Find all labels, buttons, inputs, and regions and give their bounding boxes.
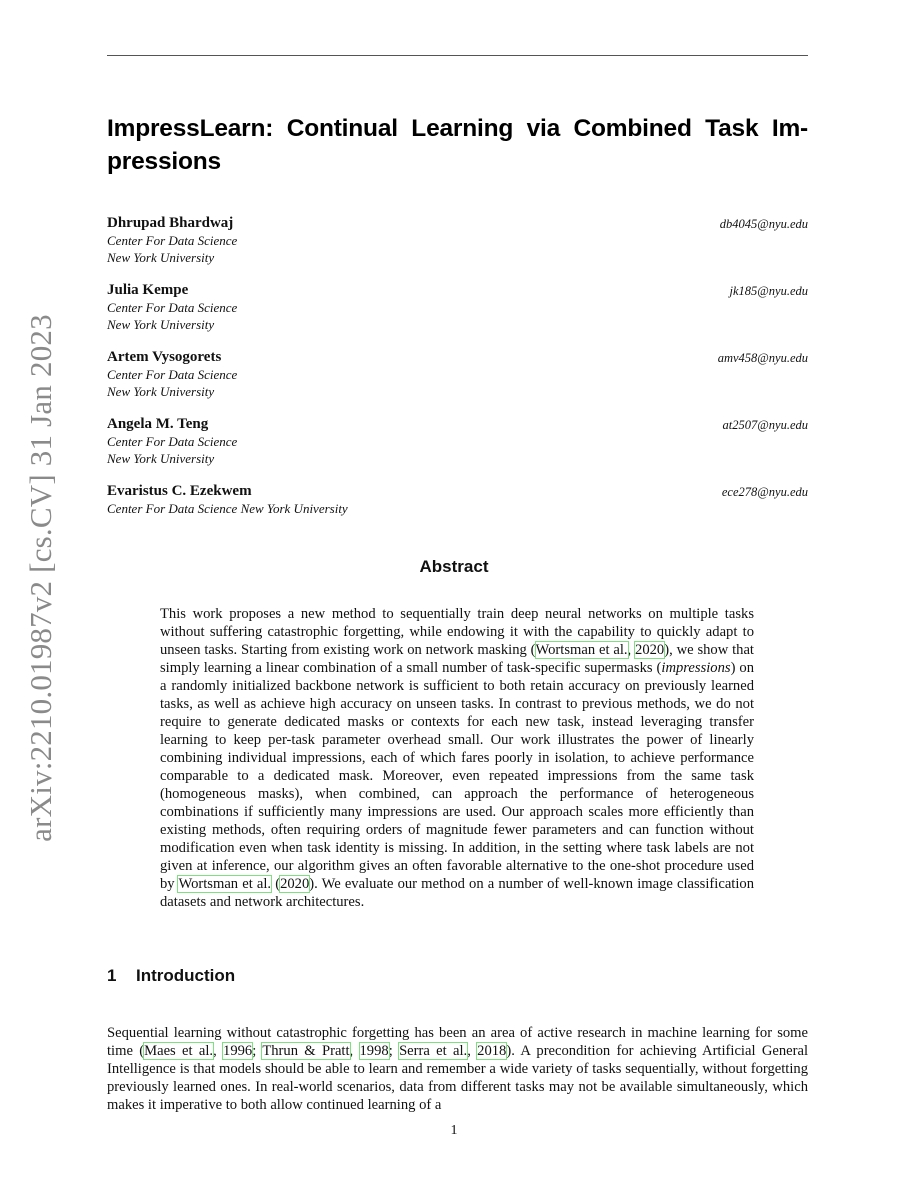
author-name: Dhrupad Bhardwaj [107,215,234,231]
abstract-text-segment: ) on a randomly initialized backbone network is sufficient to both retain accuracy on previously learned tasks, as well as achieve high accuracy on unseen tasks. In contrast to previous methods, we do not require to generate dedicated masks or contexts for each new task, instead leveraging transfer learning to keep per-task parameter overhead small. Our work illustrates the power of linearly combining individual impressions, each of which fares poorly in isolation, to achieve performance comparable to a dedicated mask. Moreover, even repeated impressions from the same task (homogeneous masks), when combined, can approach the performance of heterogeneous combinations if sufficiently many impressions are used. Our approach scales more efficiently than existing methods, often requiring orders of magnitude fewer parameters and can function without modification even when task identity is missing. In addition, in the setting where task labels are not given at inference, our algorithm gives an often favorable alternative to the one-shot procedure used by [160,660,755,892]
abstract-text-segment: ), we show that simply learning a linear combination of a small number of task-specific supermasks ( [160,642,754,676]
citation-link[interactable]: Maes et al. [144,1043,214,1059]
author-email[interactable]: jk185@nyu.edu [729,284,808,298]
author-block [107,282,808,333]
author-block [107,349,808,400]
citation-link[interactable]: Wortsman et al. [535,642,628,658]
author-block [107,215,808,266]
author-affiliation: New York University [107,384,215,399]
author-affiliation: New York University [107,317,215,332]
author-affiliation: Center For Data Science [107,300,238,315]
author-affiliation: Center For Data Science New York University [107,501,348,516]
abstract-heading: Abstract [419,557,489,576]
author-name: Angela M. Teng [107,416,209,432]
intro-text-segment: ). A precondition for achieving Artificial General Intelligence is that models should be able to learn and remember a wide variety of tasks sequentially, without forgetting previously learned ones. In real-world scenarios, data from different tasks may not be available simultaneously, which makes it imperative to both allow continued learning of a [107,1043,809,1113]
citation-link[interactable]: 1996 [223,1043,253,1059]
paper-title [107,112,808,178]
intro-text-segment: Sequential learning without catastrophic forgetting has been an area of active research in machine learning for some time ( [107,1025,808,1059]
author-block [107,416,808,467]
intro-text-segment: ; [252,1043,263,1059]
paper-title-line-2: pressions [107,148,221,175]
author-block [107,483,808,517]
citation-link[interactable]: Wortsman et al. [178,876,272,892]
abstract-text-segment: This work proposes a new method to sequentially train deep neural networks on multiple tasks without suffering catastrophic forgetting, while endowing it with the capability to quickly adapt to unseen tasks. Starting from existing work on network masking ( [160,606,754,658]
header-rule [107,55,808,56]
abstract-text-segment: , [627,642,636,658]
intro-text-segment: , [467,1043,478,1059]
abstract-text [160,605,754,911]
author-email[interactable]: db4045@nyu.edu [719,217,808,231]
author-affiliation: New York University [107,451,215,466]
introduction-text [107,1024,808,1114]
citation-link[interactable]: 2018 [477,1043,507,1059]
author-affiliation: New York University [107,250,215,265]
author-affiliation: Center For Data Science [107,233,238,248]
author-name: Artem Vysogorets [107,349,222,365]
intro-text-segment: , [349,1043,360,1059]
abstract-emphasis: impressions [661,660,731,676]
citation-link[interactable]: 2020 [280,876,310,892]
arxiv-identifier-stamp: arXiv:2210.01987v2 [cs.CV] 31 Jan 2023 [23,314,58,842]
author-email[interactable]: ece278@nyu.edu [721,485,808,499]
author-email[interactable]: amv458@nyu.edu [717,351,808,365]
section-number: 1 [107,966,117,985]
author-affiliation: Center For Data Science [107,367,238,382]
paper-title-line-1: ImpressLearn: Continual Learning via Combined Task Im- [107,115,808,142]
citation-link[interactable]: 1998 [359,1043,389,1059]
section-title: Introduction [136,966,236,985]
abstract-text-segment: ). We evaluate our method on a number of well-known image classification datasets and network architectures. [160,876,754,910]
author-name: Evaristus C. Ezekwem [107,483,252,499]
page-number: 1 [450,1123,458,1138]
section-heading-introduction [107,966,235,986]
citation-link[interactable]: 2020 [635,642,665,658]
author-name: Julia Kempe [107,282,189,298]
citation-link[interactable]: Serra et al. [399,1043,468,1059]
intro-text-segment: , [213,1043,224,1059]
intro-text-segment: ; [388,1043,400,1059]
abstract-text-segment: ( [271,876,281,892]
author-affiliation: Center For Data Science [107,434,238,449]
citation-link[interactable]: Thrun & Pratt [262,1043,350,1059]
author-email[interactable]: at2507@nyu.edu [722,418,808,432]
